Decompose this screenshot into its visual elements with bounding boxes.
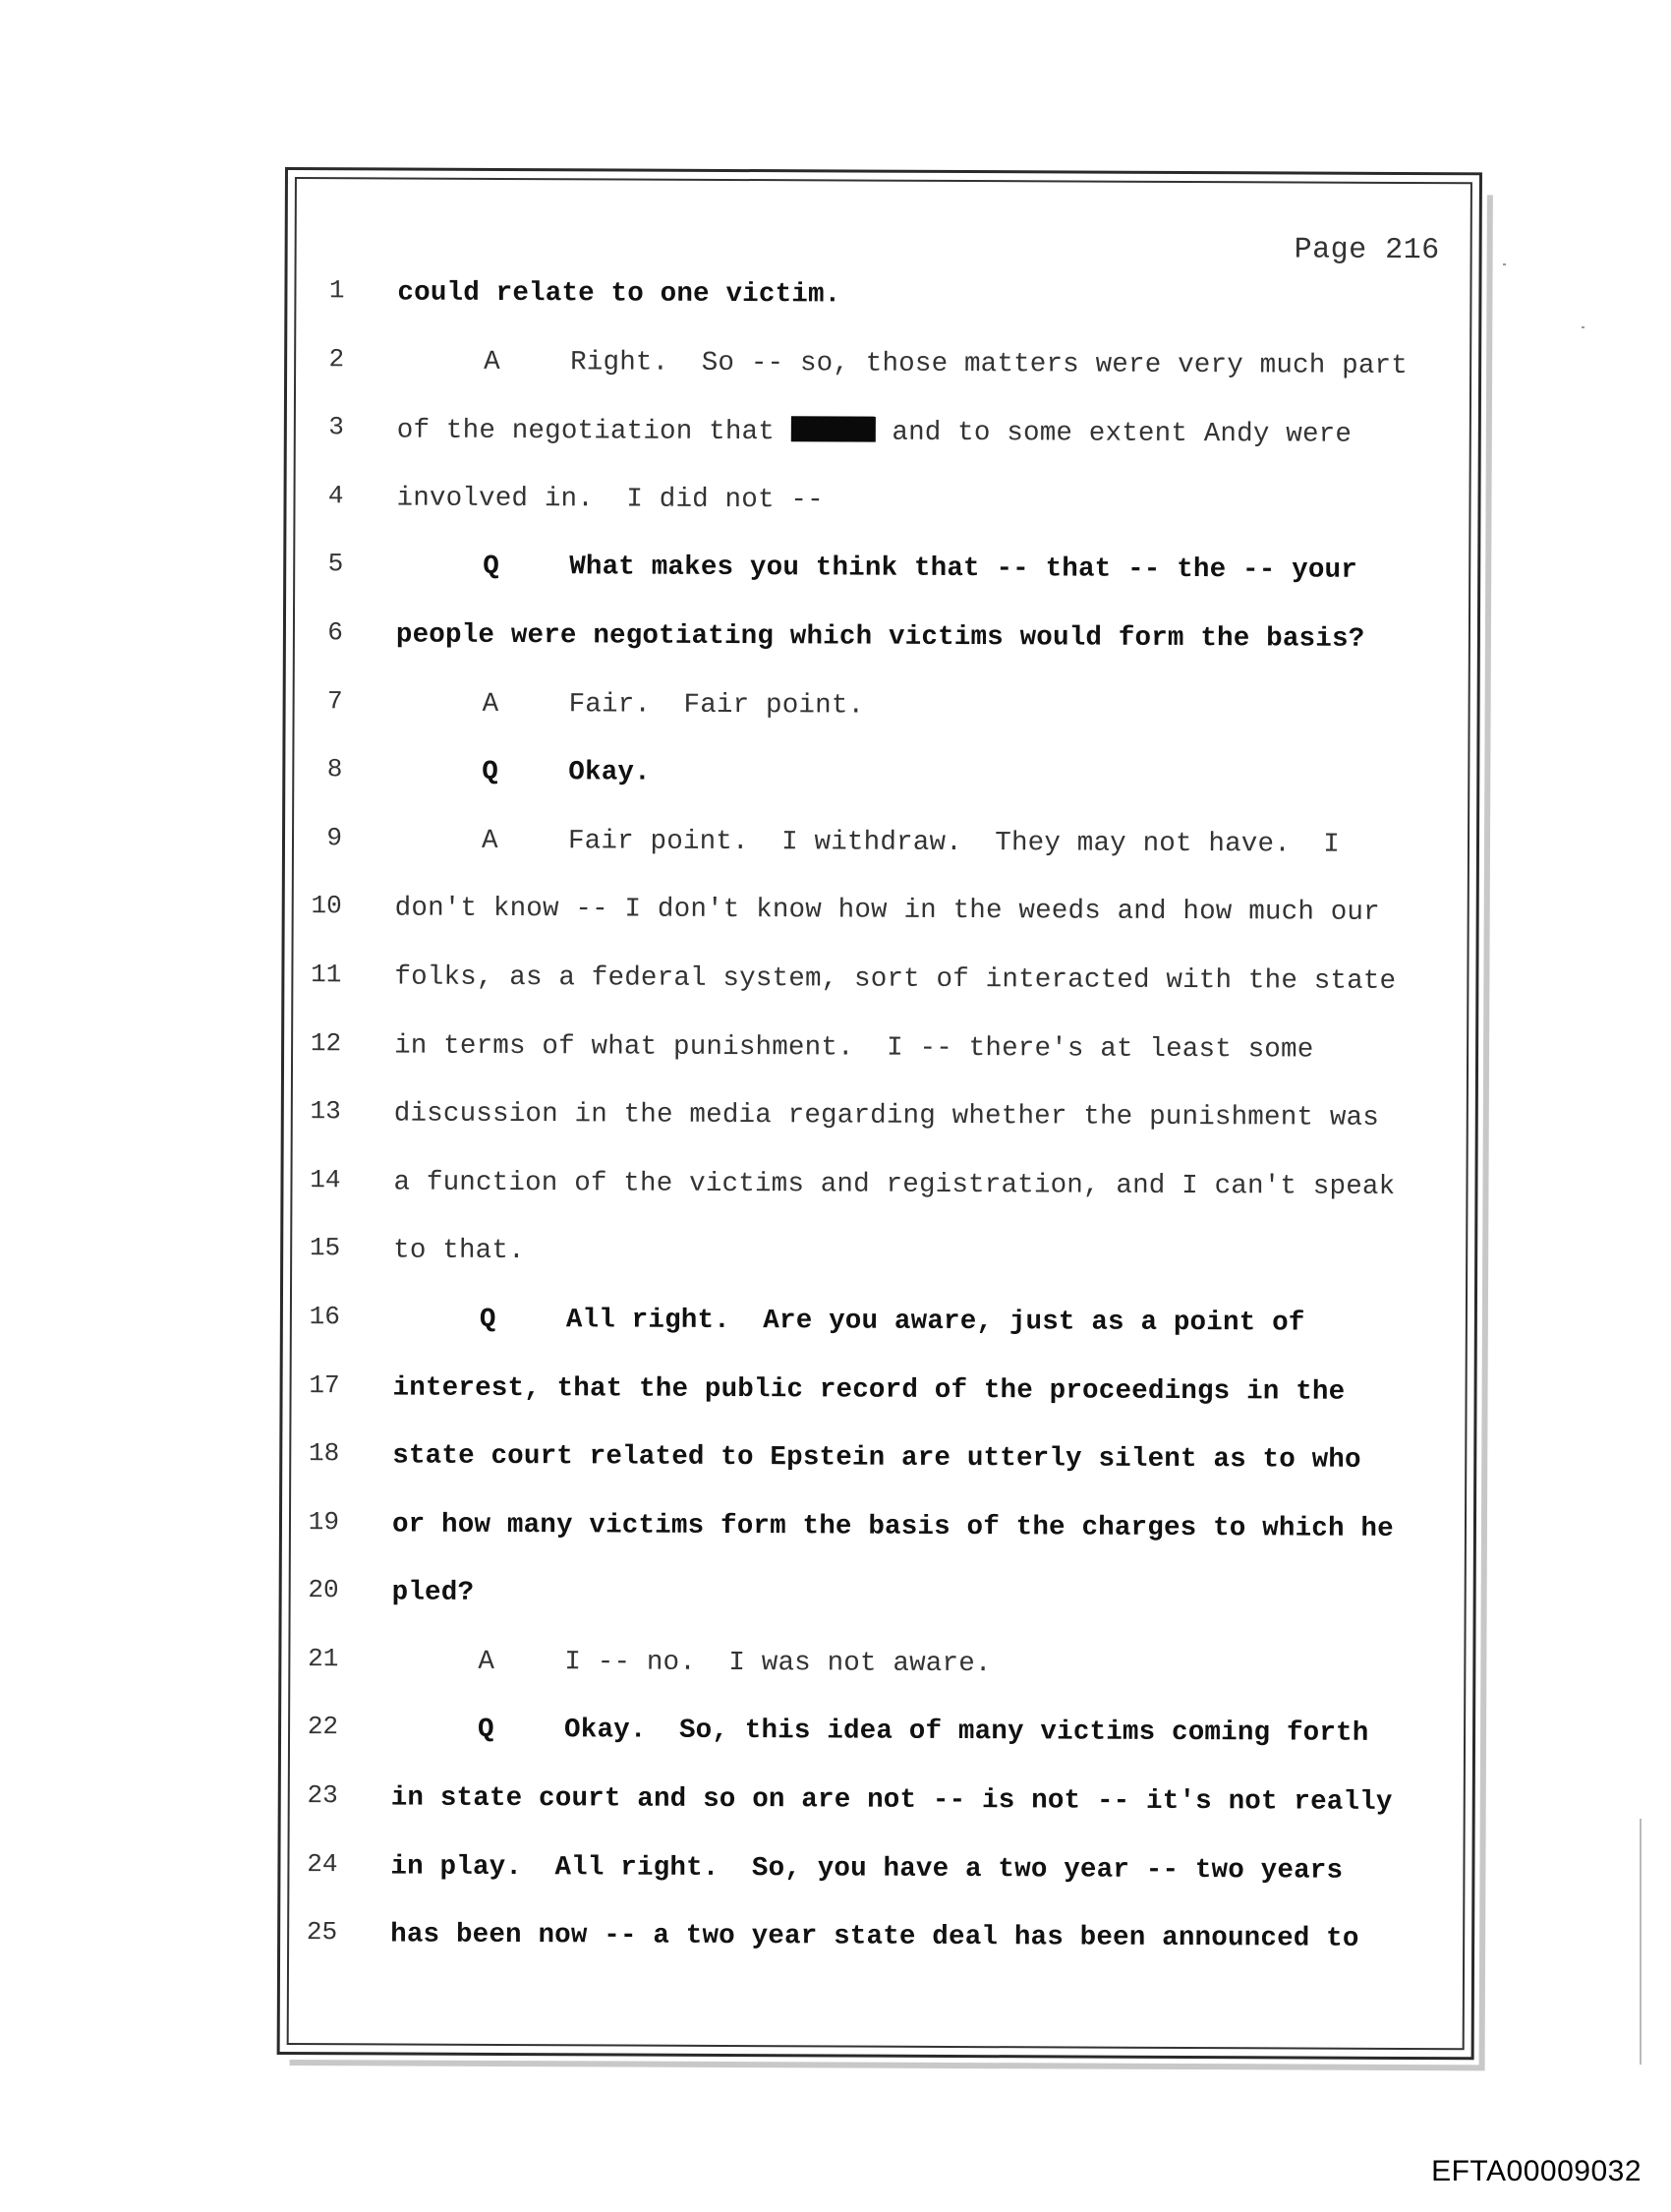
line-text bbox=[393, 1236, 525, 1267]
line-text bbox=[392, 1578, 475, 1608]
line-text-after-redaction: and to some extent Andy were bbox=[875, 417, 1353, 450]
transcript-line bbox=[284, 1026, 1475, 1100]
line-content: discussion in the media regarding whether the punishment was bbox=[393, 1098, 1380, 1134]
line-number: 20 bbox=[308, 1575, 339, 1605]
line-content: pled? bbox=[391, 1577, 475, 1609]
line-text bbox=[390, 1920, 1359, 1954]
line-number: 8 bbox=[326, 754, 343, 785]
line-content: in terms of what punishment. I -- there's at least some bbox=[394, 1030, 1314, 1066]
line-content: don't know -- I don't know how in the weeds and how much our bbox=[394, 893, 1380, 929]
redaction-block bbox=[791, 416, 876, 441]
line-number: 14 bbox=[310, 1164, 341, 1194]
line-content: What makes you think that -- that -- the -- your bbox=[569, 552, 1358, 587]
line-content: a function of the victims and registration, and I can't speak bbox=[393, 1167, 1396, 1202]
line-content: Fair point. I withdraw. They may not have. I bbox=[567, 826, 1341, 860]
frame-shadow bbox=[290, 2060, 1485, 2070]
speaker-label: A bbox=[482, 688, 499, 720]
line-number: 5 bbox=[327, 549, 344, 579]
line-number: 4 bbox=[327, 480, 344, 511]
transcript-line bbox=[282, 1505, 1473, 1579]
transcript-line bbox=[286, 479, 1477, 553]
scan-artifact-dot bbox=[1582, 326, 1585, 328]
transcript-line bbox=[285, 821, 1476, 895]
line-text bbox=[395, 757, 651, 788]
transcript-line bbox=[281, 1642, 1472, 1716]
line-number: 10 bbox=[311, 891, 342, 921]
line-number: 16 bbox=[309, 1302, 340, 1332]
line-text bbox=[395, 894, 1380, 928]
transcript-line bbox=[280, 1915, 1471, 1989]
line-text bbox=[394, 1030, 1313, 1065]
line-content: Fair. Fair point. bbox=[568, 688, 865, 722]
transcript-line bbox=[282, 1368, 1473, 1442]
document-id: EFTA00009032 bbox=[1431, 2155, 1642, 2187]
line-number: 15 bbox=[309, 1233, 341, 1263]
line-text bbox=[393, 1372, 1346, 1407]
line-text-before-redaction: of the negotiation that bbox=[396, 415, 791, 448]
transcript-lines bbox=[280, 273, 1479, 1989]
line-text bbox=[397, 415, 1352, 450]
line-number: 1 bbox=[328, 275, 345, 306]
transcript-line bbox=[281, 1778, 1472, 1852]
transcript-line bbox=[285, 684, 1476, 758]
transcript-line bbox=[283, 1300, 1474, 1373]
line-content: to that. bbox=[393, 1235, 525, 1267]
line-content: Okay. bbox=[568, 757, 651, 788]
speaker-label: Q bbox=[479, 1304, 496, 1335]
line-content: in play. All right. So, you have a two year -- two years bbox=[390, 1851, 1344, 1887]
line-text bbox=[395, 825, 1340, 859]
speaker-label: A bbox=[484, 346, 500, 378]
line-text bbox=[396, 619, 1365, 654]
line-number: 3 bbox=[328, 412, 344, 442]
line-content: folks, as a federal system, sort of interacted with the state bbox=[394, 961, 1397, 997]
line-text bbox=[394, 961, 1396, 996]
speaker-label: Q bbox=[477, 1715, 494, 1746]
line-text bbox=[391, 1715, 1369, 1749]
transcript-line bbox=[287, 342, 1478, 416]
line-content: involved in. I did not -- bbox=[396, 483, 824, 516]
speaker-label: A bbox=[481, 825, 498, 856]
scan-artifact-dot bbox=[1503, 263, 1506, 265]
transcript-line bbox=[286, 547, 1477, 620]
line-number: 19 bbox=[308, 1506, 340, 1537]
page-number: Page 216 bbox=[1294, 233, 1440, 268]
line-number: 21 bbox=[308, 1643, 339, 1674]
line-content: has been now -- a two year state deal has been announced to bbox=[390, 1919, 1359, 1955]
line-content: Right. So -- so, those matters were very much part bbox=[570, 346, 1409, 381]
line-number: 17 bbox=[309, 1369, 340, 1400]
line-content: I -- no. I was not aware. bbox=[564, 1647, 992, 1680]
transcript-line bbox=[283, 1163, 1474, 1237]
transcript-line bbox=[281, 1573, 1472, 1647]
line-number: 12 bbox=[310, 1027, 342, 1058]
line-text bbox=[391, 1783, 1393, 1818]
transcript-line bbox=[283, 1231, 1474, 1305]
line-text bbox=[397, 346, 1408, 380]
line-text bbox=[396, 688, 865, 721]
line-text bbox=[393, 1167, 1395, 1201]
line-text bbox=[391, 1646, 991, 1679]
line-content: could relate to one victim. bbox=[397, 277, 841, 311]
line-content: All right. Are you aware, just as a point of bbox=[565, 1305, 1305, 1339]
line-content: or how many victims form the basis of the charges to which he bbox=[391, 1509, 1394, 1544]
transcript-line bbox=[286, 615, 1477, 689]
line-text bbox=[396, 483, 823, 515]
line-text bbox=[397, 278, 840, 311]
line-number: 23 bbox=[307, 1780, 338, 1811]
transcript-line bbox=[287, 273, 1478, 347]
line-number: 22 bbox=[307, 1712, 339, 1742]
line-text bbox=[394, 1099, 1379, 1134]
transcript-page-frame bbox=[277, 167, 1482, 2060]
line-content: Okay. So, this idea of many victims coming forth bbox=[563, 1715, 1369, 1750]
transcript-line bbox=[282, 1436, 1473, 1510]
transcript-line bbox=[284, 889, 1475, 962]
line-text bbox=[390, 1851, 1343, 1886]
line-number: 2 bbox=[328, 343, 345, 374]
line-number: 6 bbox=[327, 617, 344, 648]
line-text bbox=[393, 1304, 1305, 1338]
speaker-label: Q bbox=[482, 757, 499, 788]
transcript-line bbox=[285, 752, 1476, 826]
line-content: people were negotiating which victims would form the basis? bbox=[395, 619, 1365, 655]
line-number: 24 bbox=[307, 1848, 338, 1879]
line-number: 18 bbox=[309, 1438, 340, 1469]
speaker-label: A bbox=[478, 1646, 495, 1677]
line-number: 13 bbox=[310, 1096, 341, 1127]
line-number: 9 bbox=[326, 822, 343, 853]
transcript-line bbox=[284, 1094, 1475, 1168]
transcript-line bbox=[280, 1847, 1471, 1921]
transcript-line bbox=[281, 1710, 1472, 1783]
line-text bbox=[392, 1441, 1361, 1476]
frame-shadow bbox=[1479, 195, 1493, 2066]
line-number: 11 bbox=[311, 960, 342, 990]
speaker-label: Q bbox=[483, 552, 499, 583]
line-content: interest, that the public record of the proceedings in the bbox=[392, 1371, 1346, 1408]
scan-artifact-line bbox=[1640, 1819, 1642, 2065]
line-content: in state court and so on are not -- is not -- it's not really bbox=[390, 1782, 1393, 1818]
transcript-line bbox=[287, 410, 1478, 484]
line-content: state court related to Epstein are utterly silent as to who bbox=[392, 1440, 1361, 1476]
line-text bbox=[396, 552, 1357, 586]
line-text bbox=[392, 1509, 1394, 1543]
line-number: 25 bbox=[306, 1917, 338, 1948]
transcript-line bbox=[284, 958, 1475, 1031]
line-number: 7 bbox=[326, 685, 343, 716]
